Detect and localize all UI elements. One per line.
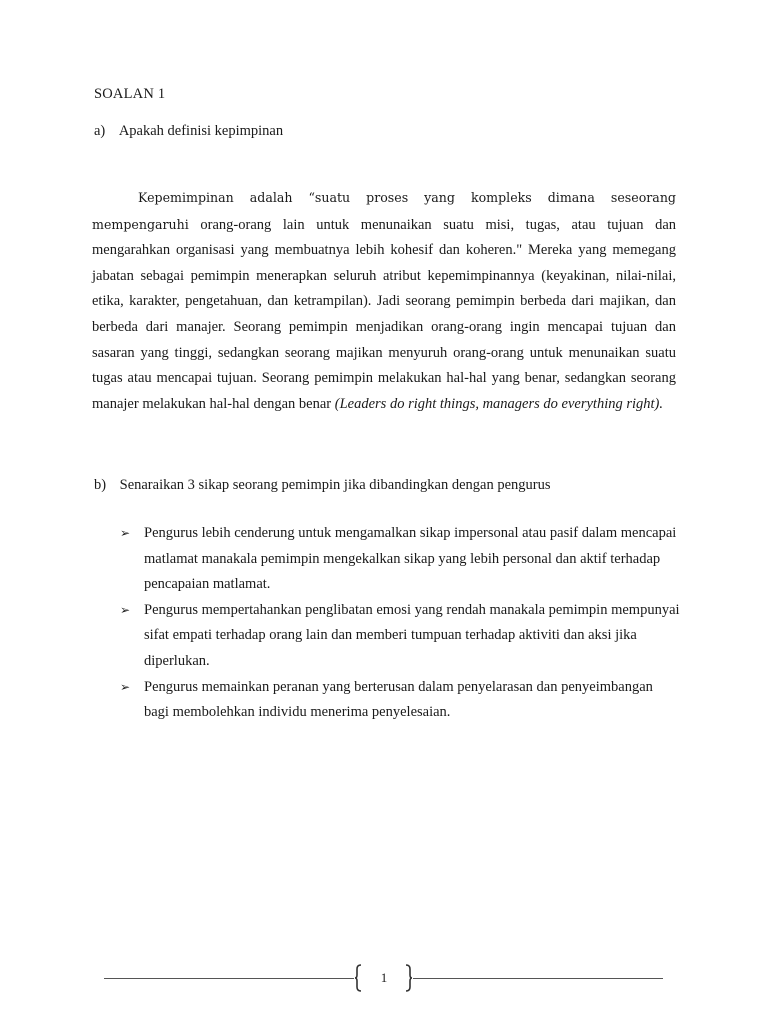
right-brace-icon [405,964,413,992]
page-number: 1 [380,970,388,985]
answer-a-paragraph [92,185,676,417]
arrowhead-icon: ➢ [120,679,131,694]
list-item-text: Pengurus mempertahankan penglibatan emosi yang rendah manakala pemimpin mempunyai sifat empati terhadap orang lain dan memberi tumpuan terhadap aktiviti dan aksi jika diperlukan. [144,601,680,669]
list-item [120,521,680,598]
answer-a-body: orang-orang lain untuk menunaikan suatu misi, tugas, atau tujuan dan mengarahkan organisasi yang membuatnya lebih kohesif dan koheren." Mereka yang memegang jabatan sebagai pemimpin menerapkan seluruh atribut kepemimpinannya (keyakinan, nilai-nilai, etika, karakter, pengetahuan, dan ketrampilan). Jadi seorang pemimpin berbeda dari majikan, dan berbeda dari manajer. Seorang pemimpin menjadikan orang-orang ingin mencapai tujuan dan sasaran yang tinggi, sedangkan seorang majikan menyuruh orang-orang untuk menunaikan suatu tugas atau mencapai tujuan. Seorang pemimpin melakukan hal-hal yang benar, sedangkan seorang manajer melakukan hal-hal dengan benar [92,216,677,412]
question-b-text: Senaraikan 3 sikap seorang pemimpin jika dibandingkan dengan pengurus [119,477,551,493]
left-brace-icon [354,964,362,992]
footer-rule-left [104,978,354,979]
list-item [120,675,680,726]
arrowhead-icon: ➢ [120,526,131,540]
list-item-text: Pengurus lebih cenderung untuk mengamalkan sikap impersonal atau pasif dalam mencapai matlamat manakala pemimpin mengekalkan sikap yang lebih personal dan aktif terhadap pencapaian matlamat. [144,525,677,593]
arrowhead-icon: ➢ [120,602,131,617]
answer-b-list [120,521,680,726]
question-b [94,477,551,494]
footer-rule-right [413,978,663,979]
section-heading: SOALAN 1 [94,86,166,102]
question-a-text: Apakah definisi kepimpinan [118,123,284,139]
answer-a-lead: Kepemimpinan adalah “suatu proses yang kompleks dimana seseorang mempengaruhi [92,190,676,232]
list-item [120,598,680,675]
question-a-label: a) [94,123,106,139]
question-b-label: b) [94,477,107,493]
list-item-text: Pengurus memainkan peranan yang berterusan dalam penyelarasan dan penyeimbangan bagi membolehkan individu menerima penyelesaian. [144,678,653,721]
question-a [94,123,283,140]
answer-a-italic: (Leaders do right things, managers do everything right). [334,395,664,412]
